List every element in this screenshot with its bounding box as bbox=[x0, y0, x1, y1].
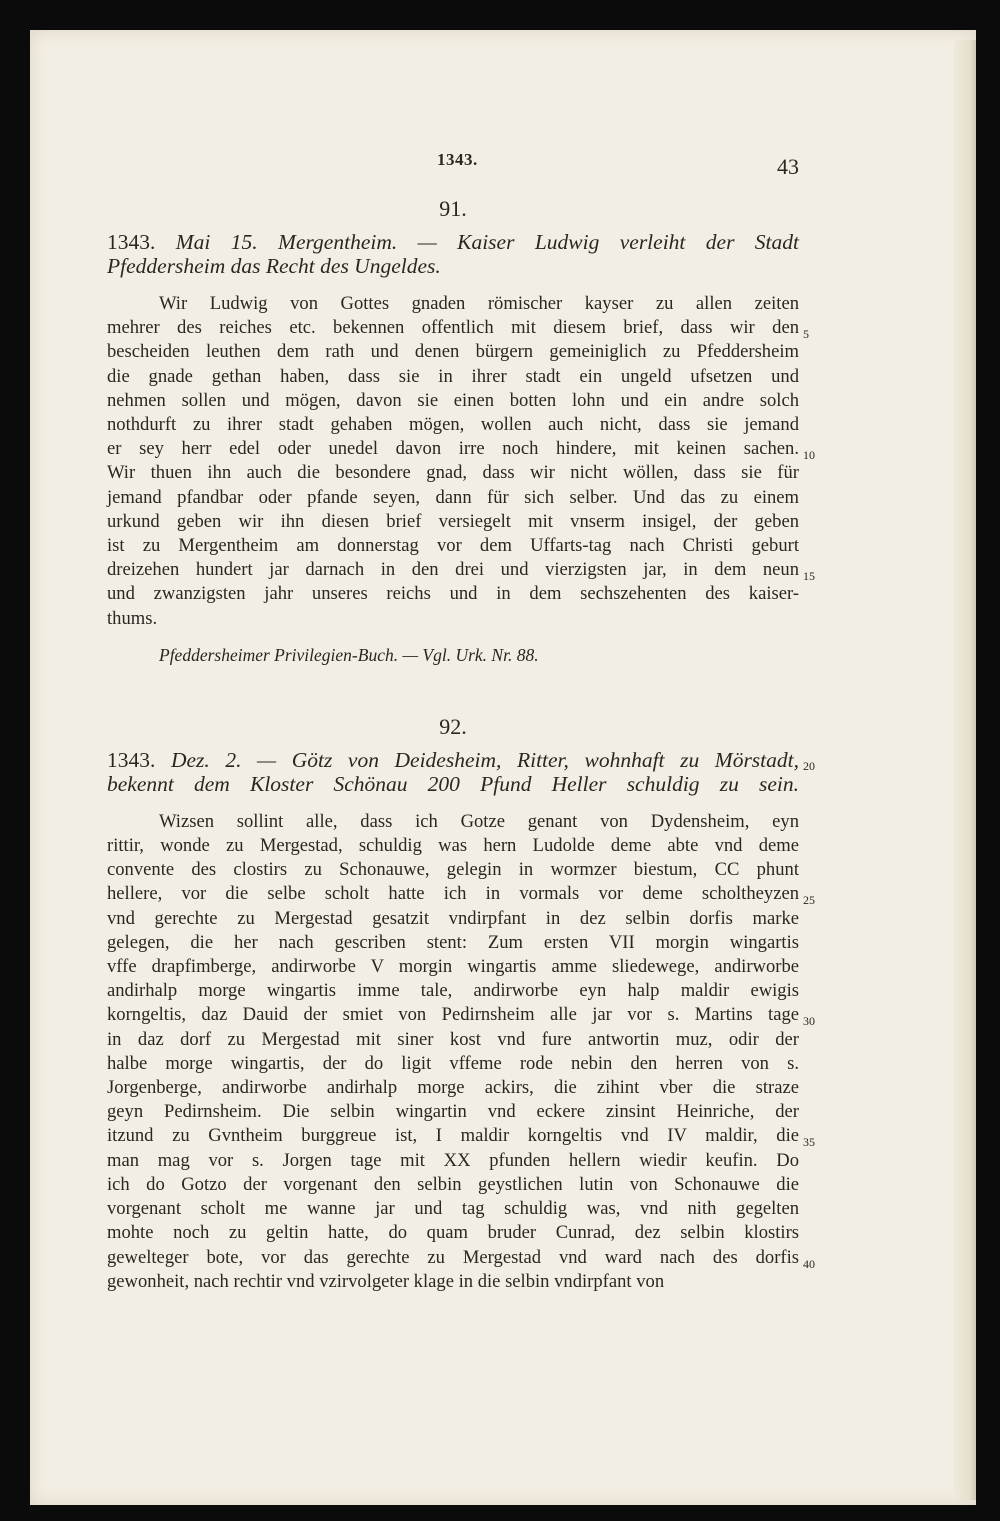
text-line: andirhalp morge wingartis imme tale, andirworbe eyn halp maldir ewigis bbox=[107, 980, 799, 1002]
text-line: bescheiden leuthen dem rath und denen bürgern gemeiniglich zu Pfeddersheim bbox=[107, 341, 799, 363]
running-head bbox=[107, 150, 799, 184]
document-92 bbox=[107, 713, 815, 1294]
text-line: gelegen, die her nach gescriben stent: Zum ersten VII morgin wingartis bbox=[107, 931, 799, 953]
document-heading bbox=[107, 230, 799, 278]
document-number: 92. bbox=[439, 713, 467, 739]
text-line: man mag vor s. Jorgen tage mit XX pfunden hellern wiedir keufin. Do bbox=[107, 1149, 799, 1171]
text-line: Wir thuen ihn auch die besondere gnad, dass wir nicht wöllen, dass sie für bbox=[107, 462, 799, 484]
heading-line-2: Pfeddersheim das Recht des Ungeldes. bbox=[107, 254, 441, 278]
line-number: 15 bbox=[803, 569, 815, 584]
line-number: 35 bbox=[803, 1135, 815, 1150]
text-line: thums. bbox=[107, 607, 158, 629]
text-line: vorgenant scholt me wanne jar und tag schuldig was, vnd nith gegelten bbox=[107, 1198, 799, 1220]
heading-line-1: 1343. Mai 15. Mergentheim. — Kaiser Ludwig verleiht der Stadt bbox=[107, 230, 800, 254]
text-line: gewonheit, nach rechtir vnd vzirvolgeter klage in die selbin vndirpfant von bbox=[107, 1270, 665, 1292]
document-heading bbox=[107, 747, 815, 796]
text-line: ich do Gotzo der vorgenant den selbin geystlichen lutin von Schonauwe die bbox=[107, 1173, 799, 1195]
text-line: hellere, vor die selbe scholt hatte ich in vormals vor deme scholtheyzen 25 bbox=[107, 882, 799, 906]
running-head-year: 1343. bbox=[437, 150, 478, 169]
text-line: nothdurft zu ihrer stadt gehaben mögen, wollen auch nicht, dass sie jemand bbox=[107, 414, 799, 436]
text-line: itzund zu Gvntheim burggreue ist, I maldir korngeltis vnd IV maldir, die 35 bbox=[107, 1124, 799, 1148]
heading-line-1: 1343. Dez. 2. — Götz von Deidesheim, Ritter, wohnhaft zu Mörstadt, 20 bbox=[107, 748, 799, 772]
line-number: 25 bbox=[803, 893, 815, 908]
page-content bbox=[107, 150, 815, 1294]
document-body bbox=[107, 292, 815, 631]
text-line: vffe drapfimberge, andirworbe V morgin wingartis amme sliedewege, andirworbe bbox=[107, 956, 799, 978]
text-line: convente des clostirs zu Schonauwe, gelegin in wormzer biestum, CC phunt bbox=[107, 859, 799, 881]
text-line: und zwanzigsten jahr unseres reichs und in dem sechszehenten des kaiser- bbox=[107, 583, 799, 605]
text-line: rittir, wonde zu Mergestad, schuldig was hern Ludolde deme abte vnd deme bbox=[107, 835, 799, 857]
text-line: geyn Pedirnsheim. Die selbin wingartin vnd eckere zinsint Heinriche, der bbox=[107, 1101, 799, 1123]
document-91 bbox=[107, 196, 815, 666]
source-citation: Pfeddersheimer Privilegien-Buch. — Vgl. Urk. Nr. 88. bbox=[159, 644, 539, 665]
text-line: Wizsen sollint alle, dass ich Gotze genant von Dydensheim, eyn bbox=[159, 810, 799, 832]
line-number: 30 bbox=[803, 1014, 815, 1029]
line-number: 5 bbox=[803, 327, 809, 342]
text-line: er sey herr edel oder unedel davon irre noch hindere, mit keinen sachen. 10 bbox=[107, 437, 799, 461]
text-line: mehrer des reiches etc. bekennen offentlich mit diesem brief, dass wir den 5 bbox=[107, 316, 799, 340]
text-line: ist zu Mergentheim am donnerstag vor dem Uffarts-tag nach Christi geburt bbox=[107, 535, 799, 557]
text-line: korngeltis, daz Dauid der smiet von Pedirnsheim alle jar vor s. Martins tage 30 bbox=[107, 1003, 799, 1027]
text-line: dreizehen hundert jar darnach in den drei und vierzigsten jar, in dem neun 15 bbox=[107, 558, 799, 582]
text-line: in daz dorf zu Mergestad mit siner kost vnd fure antwortin muz, odir der bbox=[107, 1028, 799, 1050]
text-line: halbe morge wingartis, der do ligit vffeme rode nebin den herren von s. bbox=[107, 1052, 799, 1074]
line-number: 10 bbox=[803, 448, 815, 463]
line-number: 20 bbox=[803, 758, 815, 773]
text-line: vnd gerechte zu Mergestad gesatzit vndirpfant in dez selbin dorfis marke bbox=[107, 907, 799, 929]
text-line: gewelteger bote, vor das gerechte zu Mergestad vnd ward nach des dorfis 40 bbox=[107, 1246, 799, 1270]
heading-line-2: bekennt dem Kloster Schönau 200 Pfund Heller schuldig zu sein. bbox=[107, 771, 799, 796]
text-line: Jorgenberge, andirworbe andirhalp morge ackirs, die zihint vber die straze bbox=[107, 1077, 799, 1099]
page-edge bbox=[954, 40, 976, 1500]
page-number: 43 bbox=[777, 154, 799, 179]
text-line: nehmen sollen und mögen, davon sie einen botten lohn und ein andre solch bbox=[107, 389, 799, 411]
document-body bbox=[107, 810, 815, 1294]
text-line: die gnade gethan haben, dass sie in ihrer stadt ein ungeld ufsetzen und bbox=[107, 365, 799, 387]
text-line: urkund geben wir ihn diesen brief versiegelt mit vnserm insigel, der geben bbox=[107, 510, 799, 532]
text-line: Wir Ludwig von Gottes gnaden römischer kayser zu allen zeiten bbox=[159, 293, 799, 314]
line-number: 40 bbox=[803, 1256, 815, 1271]
text-line: mohte noch zu geltin hatte, do quam bruder Cunrad, dez selbin klostirs bbox=[107, 1222, 799, 1244]
document-number: 91. bbox=[439, 196, 467, 221]
text-line: jemand pfandbar oder pfande seyen, dann für sich selber. Und das zu einem bbox=[107, 486, 799, 508]
